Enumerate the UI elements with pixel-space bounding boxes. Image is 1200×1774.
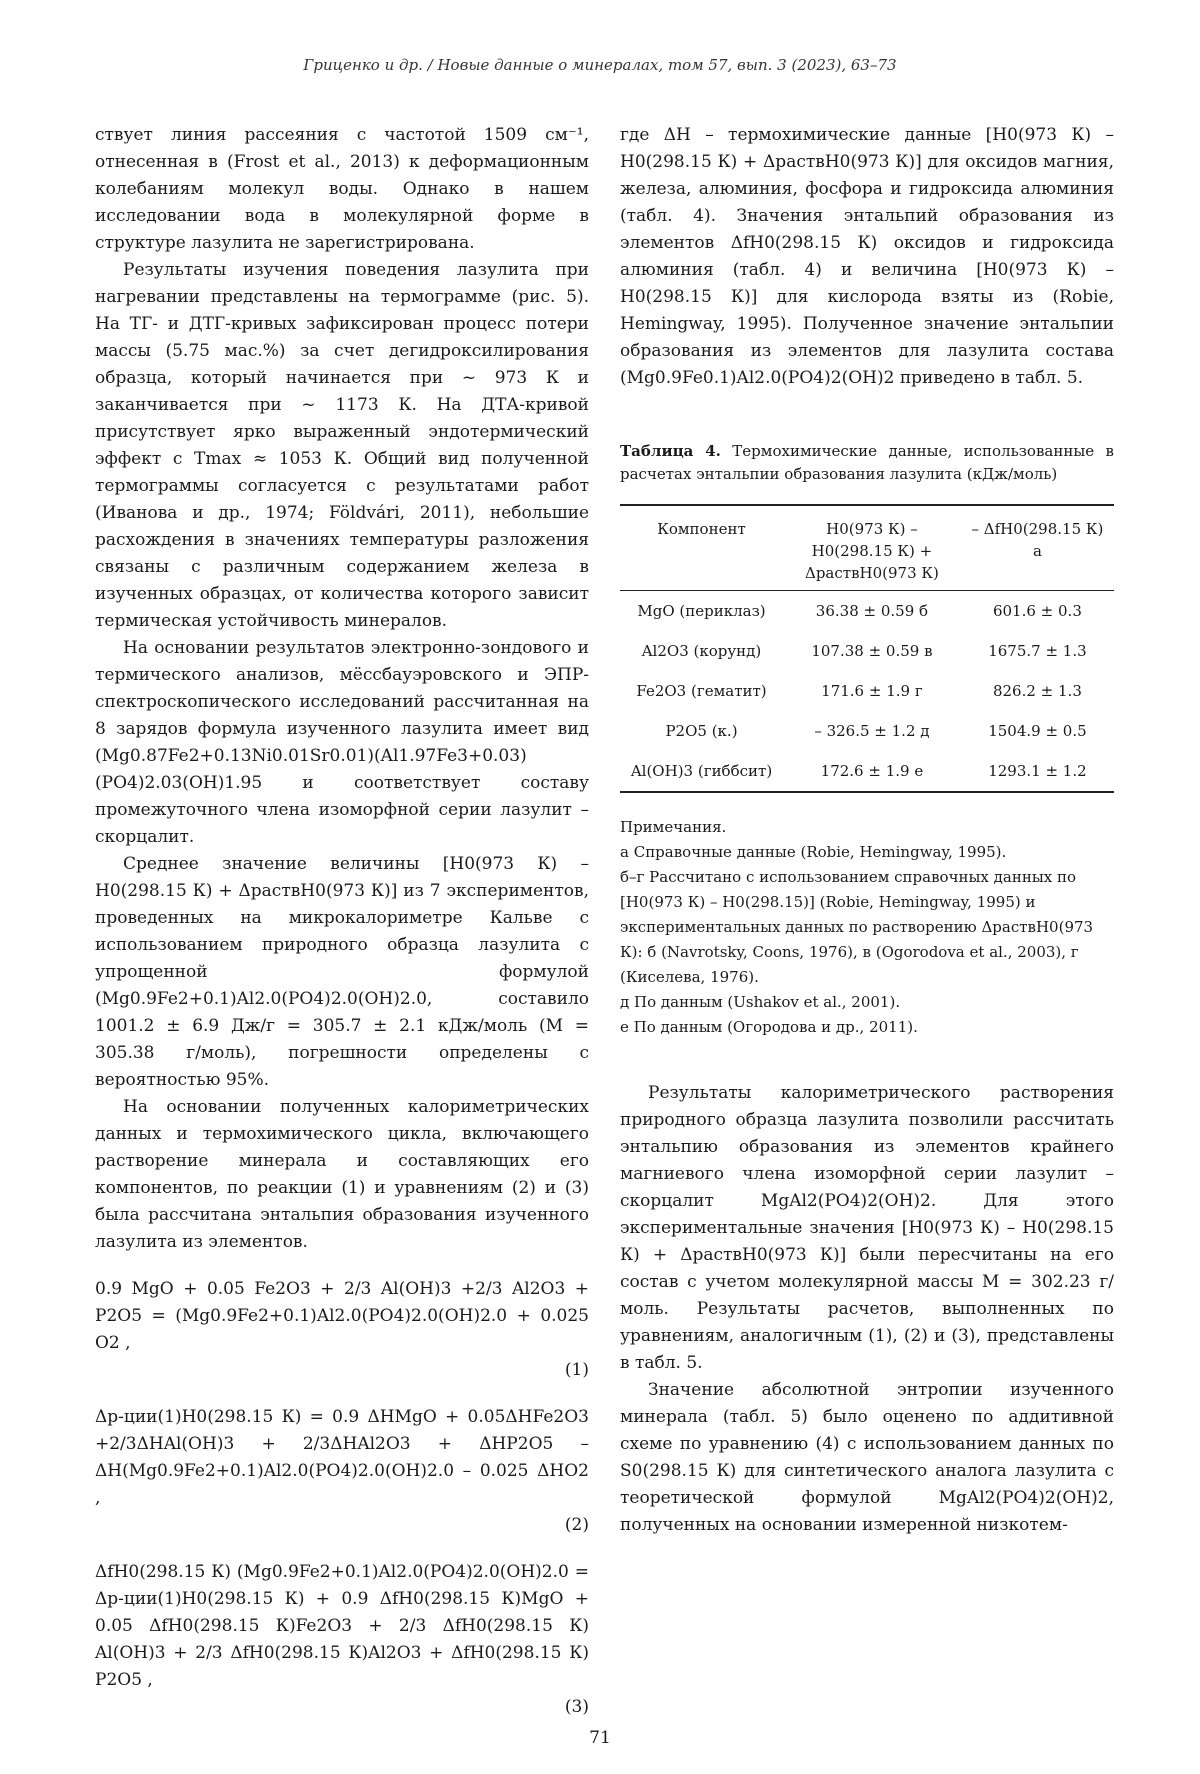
- table-header-row: [620, 505, 1114, 591]
- paragraph: Результаты калориметрического растворения природного образца лазулита позволили рассчитать энтальпию образования из элементов крайнего магниевого члена изоморфной серии лазулит – скорцалит MgAl2(PO4)2(OH)2. Для этого экспериментальные значения [H0(973 К) – H0(298.15 К) + ΔраствH0(973 К)] были пересчитаны на его состав с учетом молекулярной массы M = 302.23 г/моль. Результаты расчетов, выполненных по уравнениям, аналогичным (1), (2) и (3), представлены в табл. 5.: [620, 1083, 1114, 1373]
- table-cell: 107.38 ± 0.59 в: [811, 642, 933, 660]
- equation-body: Δр-ции(1)H0(298.15 К) = 0.9 ΔHMgO + 0.05ΔHFe2O3 +2/3ΔHAl(OH)3 + 2/3ΔHAl2O3 + ΔHP2O5 – ΔH(Mg0.9Fe2+0.1)Al2.0(PO4)2.0(OH)2.0 – 0.025 ΔHO2 ,: [95, 1407, 589, 1508]
- note-line: д По данным (Ushakov et al., 2001).: [620, 993, 901, 1011]
- equation-3: [95, 1559, 589, 1721]
- running-header: Гриценко и др. / Новые данные о минералах, том 57, вып. 3 (2023), 63–73: [303, 56, 897, 74]
- table-row: [620, 671, 1114, 711]
- equation-body: 0.9 MgO + 0.05 Fe2O3 + 2/3 Al(OH)3 +2/3 Al2O3 + P2O5 = (Mg0.9Fe2+0.1)Al2.0(PO4)2.0(OH)2.0 + 0.025 O2 ,: [95, 1279, 589, 1353]
- table-row: [620, 751, 1114, 792]
- table-cell: Fe2O3 (гематит): [636, 682, 767, 700]
- equation-1: [95, 1276, 589, 1384]
- table-cell: 826.2 ± 1.3: [992, 682, 1082, 700]
- table-cell: Al2O3 (корунд): [641, 642, 762, 660]
- paragraph: Среднее значение величины [H0(973 К) – H0(298.15 К) + ΔраствH0(973 К)] из 7 экспериментов, проведенных на микрокалориметре Кальве с использованием природного образца лазулита с упрощенной формулой (Mg0.9Fe2+0.1)Al2.0(PO4)2.0(OH)2.0, составило 1001.2 ± 6.9 Дж/г = 305.7 ± 2.1 кДж/моль (M = 305.38 г/моль), погрешности определены с вероятностью 95%.: [95, 854, 589, 1090]
- table-cell: P2O5 (к.): [665, 722, 738, 740]
- table-caption: [620, 440, 1114, 486]
- note-line: е По данным (Огородова и др., 2011).: [620, 1018, 918, 1036]
- table-cell: 1293.1 ± 1.2: [988, 762, 1087, 780]
- column-header: H0(973 К) – H0(298.15 К) + ΔраствH0(973 К): [805, 520, 939, 582]
- page-number: 71: [589, 1728, 611, 1748]
- table-cell: 601.6 ± 0.3: [992, 602, 1082, 620]
- paragraph: На основании полученных калориметрических данных и термохимического цикла, включающего растворение минерала и составляющих его компонентов, по реакции (1) и уравнениям (2) и (3) была рассчитана энтальпия образования изученного лазулита из элементов.: [95, 1097, 589, 1252]
- equation-number: (3): [564, 1697, 589, 1717]
- table-row: [620, 631, 1114, 671]
- table-cell: 171.6 ± 1.9 г: [821, 682, 923, 700]
- table-cell: – 326.5 ± 1.2 д: [814, 722, 930, 740]
- column-header: – ΔfH0(298.15 К) а: [971, 520, 1104, 560]
- right-column: [620, 122, 1114, 1539]
- table-row: [620, 711, 1114, 751]
- paragraph: На основании результатов электронно-зондового и термического анализов, мёссбауэровского и ЭПР-спектроскопического исследований рассчитанная на 8 зарядов формула изученного лазулита имеет вид (Mg0.87Fe2+0.13Ni0.01Sr0.01)(Al1.97Fe3+0.03)(PO4)2.03(OH)1.95 и соответствует составу промежуточного члена изоморфной серии лазулит – скорцалит.: [95, 638, 589, 847]
- paragraph: где ΔH – термохимические данные [H0(973 К) – H0(298.15 К) + ΔраствH0(973 К)] для оксидов магния, железа, алюминия, фосфора и гидроксида алюминия (табл. 4). Значения энтальпий образования из элементов ΔfH0(298.15 К) оксидов и гидроксида алюминия (табл. 4) и величина [H0(973 К) – H0(298.15 К)] для кислорода взяты из (Robie, Hemingway, 1995). Полученное значение энтальпии образования из элементов для лазулита состава (Mg0.9Fe0.1)Al2.0(PO4)2(OH)2 приведено в табл. 5.: [620, 125, 1114, 388]
- thermochemical-table: [620, 504, 1114, 793]
- paragraph: Результаты изучения поведения лазулита при нагревании представлены на термограмме (рис. 5). На ТГ- и ДТГ-кривых зафиксирован процесс потери массы (5.75 мас.%) за счет дегидроксилирования образца, который начинается при ~ 973 К и заканчивается при ~ 1173 К. На ДТА-кривой присутствует ярко выраженный эндотермический эффект с Tmax ≈ 1053 К. Общий вид полученной термограммы согласуется с результатами работ (Иванова и др., 1974; Földvári, 2011), небольшие расхождения в значениях температуры разложения связаны с различным содержанием железа в изученных образцах, от количества которого зависит термическая устойчивость минералов.: [95, 260, 589, 631]
- note-line: а Справочные данные (Robie, Hemingway, 1995).: [620, 843, 1007, 861]
- column-header: Компонент: [657, 520, 746, 538]
- equation-2: [95, 1404, 589, 1539]
- table-caption-label: Таблица 4.: [620, 442, 721, 460]
- table-cell: 36.38 ± 0.59 б: [815, 602, 929, 620]
- paragraph: Значение абсолютной энтропии изученного минерала (табл. 5) было оценено по аддитивной схеме по уравнению (4) с использованием данных по S0(298.15 К) для синтетического аналога лазулита с теоретической формулой MgAl2(PO4)2(OH)2, полученных на основании измеренной низкотем-: [620, 1380, 1114, 1535]
- table-notes: [620, 815, 1114, 1040]
- left-column: [95, 122, 589, 1721]
- equation-body: ΔfH0(298.15 К) (Mg0.9Fe2+0.1)Al2.0(PO4)2.0(OH)2.0 = Δр-ции(1)H0(298.15 К) + 0.9 ΔfH0(298.15 К)MgO + 0.05 ΔfH0(298.15 К)Fe2O3 + 2/3 ΔfH0(298.15 К) Al(OH)3 + 2/3 ΔfH0(298.15 К)Al2O3 + ΔfH0(298.15 К) P2O5 ,: [95, 1562, 589, 1690]
- table-cell: 172.6 ± 1.9 е: [820, 762, 924, 780]
- equation-number: (2): [564, 1515, 589, 1535]
- equation-number: (1): [564, 1360, 589, 1380]
- note-line: Примечания.: [620, 818, 727, 836]
- table-row: [620, 591, 1114, 632]
- table-cell: 1504.9 ± 0.5: [988, 722, 1087, 740]
- table-caption-text: Термохимические данные, использованные в расчетах энтальпии образования лазулита (кДж/моль): [620, 442, 1114, 483]
- paragraph: ствует линия рассеяния с частотой 1509 см⁻¹, отнесенная в (Frost et al., 2013) к деформационным колебаниям молекул воды. Однако в нашем исследовании вода в молекулярной форме в структуре лазулита не зарегистрирована.: [95, 125, 589, 253]
- table-cell: Al(OH)3 (гиббсит): [630, 762, 773, 780]
- table-cell: MgO (периклаз): [637, 602, 766, 620]
- note-line: б–г Рассчитано с использованием справочных данных по [H0(973 К) – H0(298.15)] (Robie, Hemingway, 1995) и экспериментальных данных по растворению ΔраствH0(973 К): б (Navrotsky, Coons, 1976), в (Ogorodova et al., 2003), г (Киселева, 1976).: [620, 868, 1094, 986]
- table-cell: 1675.7 ± 1.3: [988, 642, 1087, 660]
